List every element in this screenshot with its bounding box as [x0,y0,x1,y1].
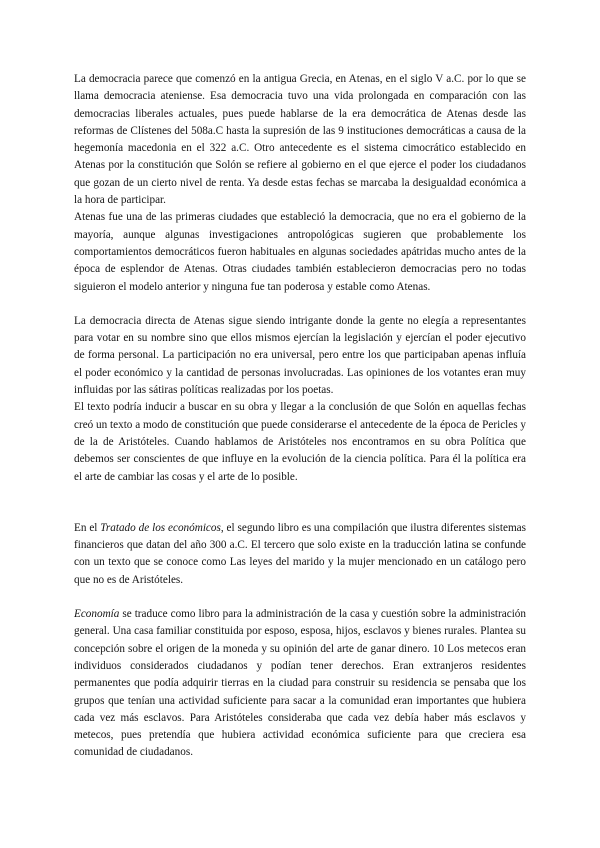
paragraph-text: En el [74,521,101,534]
paragraph-tratado-economicos [74,520,526,589]
paragraph-solon-aristotle: El texto podría inducir a buscar en su obra y llegar a la conclusión de que Solón en aquellas fechas creó un texto a modo de constitución que puede considerarse el antecedente de la época de Pericles y de la de Aristóteles. Cuando hablamos de Aristóteles nos encontramos en su obra Política que debemos ser conscientes de que influye en la evolución de la ciencia política. Para él la política era el arte de cambiar las cosas y el arte de lo posible. [74,401,526,483]
book-title: Tratado de los económicos [100,521,221,534]
paragraph-economia [74,606,526,762]
paragraph-athens-democracy: Atenas fue una de las primeras ciudades que estableció la democracia, que no era el gobierno de la mayoría, aunque algunas investigaciones antropológicas sugieren que probablemente los comportamientos democráticos fueron habituales en algunas sociedades apátridas mucho antes de la época de esplendor de Atenas. Otras ciudades también establecieron democracias pero no todas siguieron el modelo anterior y ninguna fue tan poderosa y estable como Atenas. [74,211,526,293]
paragraph-text: se traduce como libro para la administración de la casa y cuestión sobre la administración general. Una casa familiar constituida por esposo, esposa, hijos, esclavos y bienes rurales. Plantea su concepción sobre el origen de la moneda y su opinión del arte de ganar dinero. 10 Los metecos eran individuos considerados ciudadanos y podían tener derechos. Eran extranjeros residentes permanentes que podía adquirir tierras en la ciudad para construir su residencia se pensaba que los grupos que tenían una actividad suficiente para sacar a la comunidad eran importantes que hubiera cada vez más esclavos. Para Aristóteles consideraba que cada vez debía haber más esclavos y metecos, pues pretendía que hubiera actividad económica suficiente para que creciera esa comunidad de ciudadanos. [74,608,526,759]
paragraph-text: , el segundo libro es una compilación que ilustra diferentes sistemas financieros que datan del año 300 a.C. El tercero que solo existe en la traducción latina se confunde con un texto que se conoce como Las leyes del marido y la mujer mencionado en un catálogo pero que no es de Aristóteles. [74,521,526,586]
document-page [74,71,526,762]
book-title: Economía [74,608,120,621]
paragraph-democracy-origins: La democracia parece que comenzó en la antigua Grecia, en Atenas, en el siglo V a.C. por lo que se llama democracia ateniense. Esa democracia tuvo una vida prolongada en comparación con las democracias liberales actuales, pues puede hablarse de la era democrática de Atenas desde las reformas de Clístenes del 508a.C hasta la supresión de las 9 instituciones democráticas a causa de la hegemonía macedonia en el 322 a.C. Otro antecedente es el sistema cimocrático establecido en Atenas por la constitución que Solón se refiere al gobierno en el que ejerce el poder los ciudadanos que gozan de un cierto nivel de renta. Ya desde estas fechas se marcaba la desigualdad económica a la hora de participar. [74,73,526,207]
paragraph-direct-democracy: La democracia directa de Atenas sigue siendo intrigante donde la gente no elegía a representantes para votar en su nombre sino que ellos mismos ejercían la legislación y ejercían el poder ejecutivo de forma personal. La participación no era universal, pero entre los que participaban apenas influía el poder económico y la cantidad de personas involucradas. Las opiniones de los votantes eran muy influidas por las sátiras políticas realizadas por los poetas. [74,314,526,397]
